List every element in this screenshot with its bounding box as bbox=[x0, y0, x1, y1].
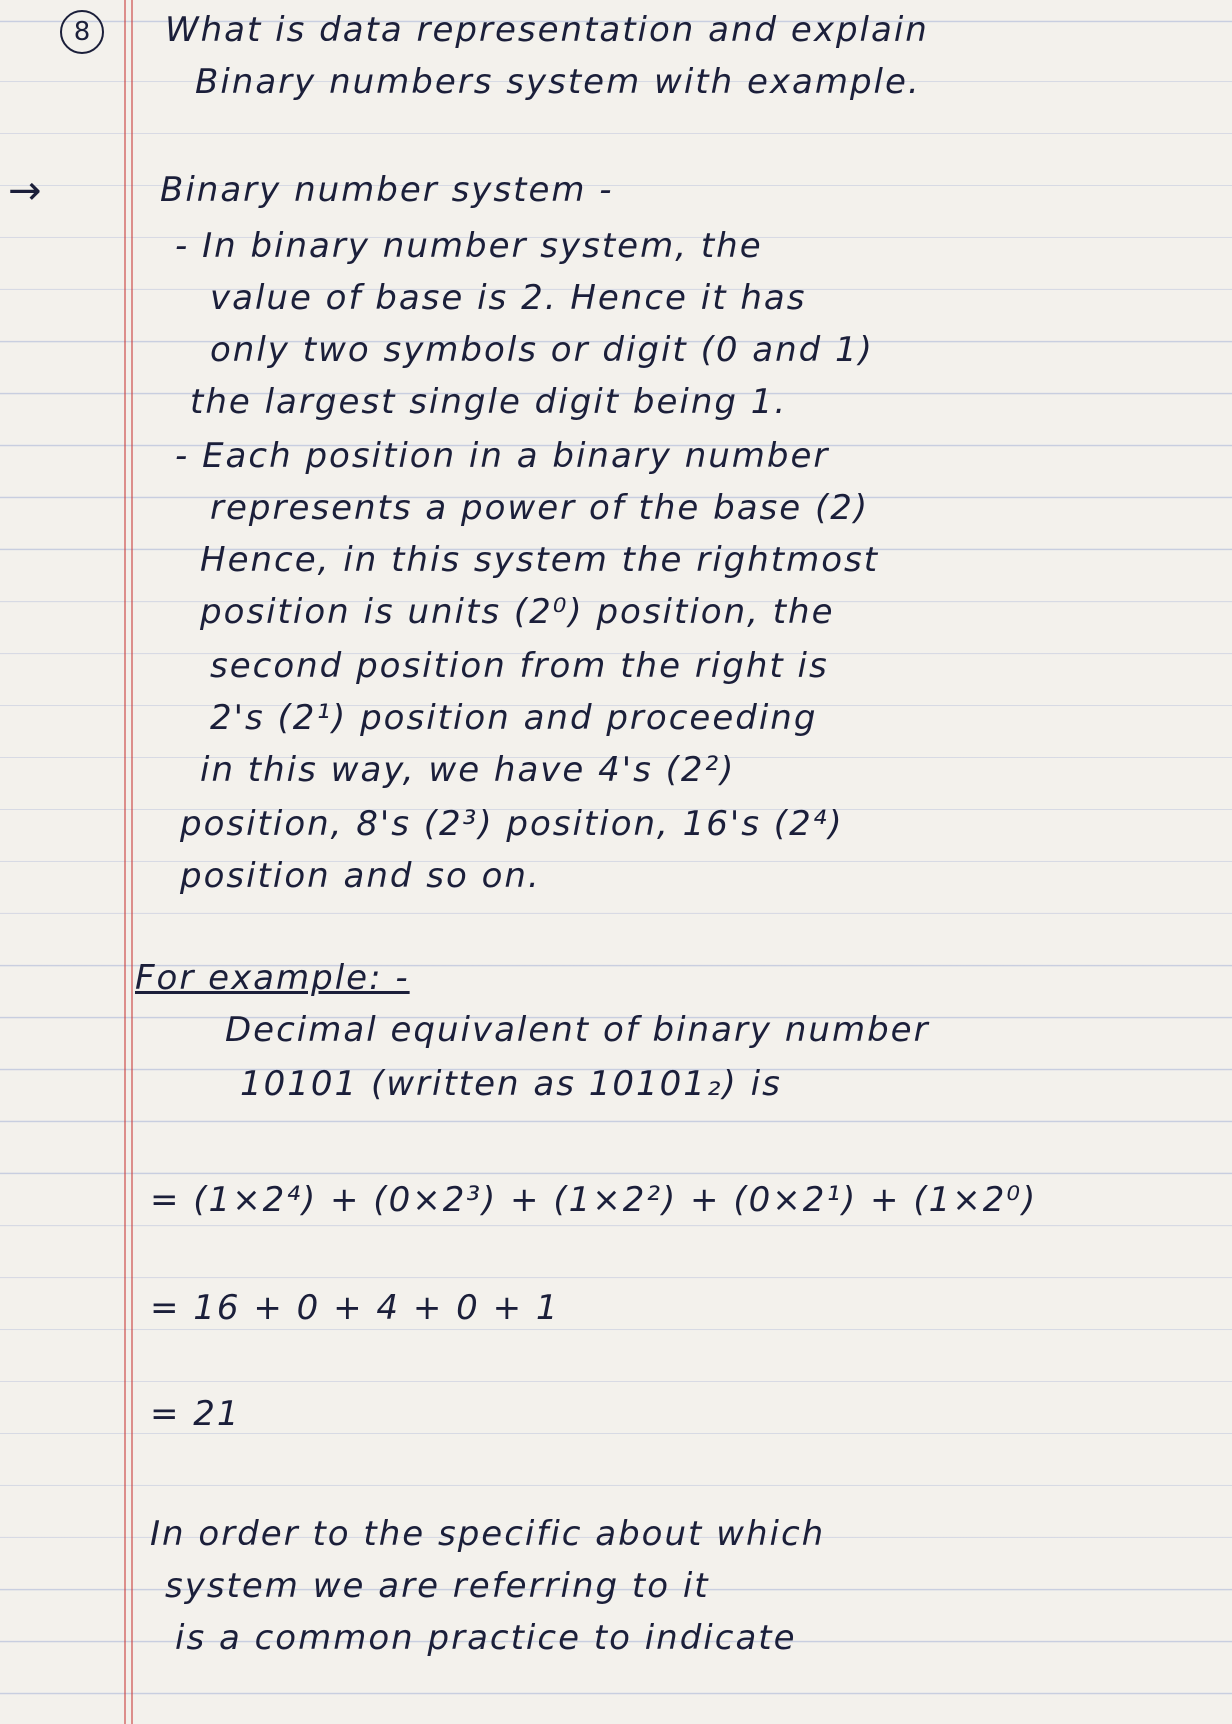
example-step: = 16 + 0 + 4 + 0 + 1 bbox=[150, 1288, 560, 1328]
question-line-1: What is data representation and explain bbox=[165, 10, 929, 50]
example-step: = (1×2⁴) + (0×2³) + (1×2²) + (0×2¹) + (1×2⁰) bbox=[150, 1180, 1038, 1220]
body-line: Hence, in this system the rightmost bbox=[200, 540, 880, 580]
closing-line: is a common practice to indicate bbox=[175, 1618, 797, 1658]
body-line: represents a power of the base (2) bbox=[210, 488, 870, 528]
body-line: in this way, we have 4's (2²) bbox=[200, 750, 736, 790]
body-line: 2's (2¹) position and proceeding bbox=[210, 698, 818, 738]
example-label: For example: - bbox=[135, 958, 410, 998]
question-line-2: Binary numbers system with example. bbox=[195, 62, 921, 102]
closing-line: In order to the specific about which bbox=[150, 1514, 826, 1554]
body-line: only two symbols or digit (0 and 1) bbox=[210, 330, 874, 370]
arrow-icon: → bbox=[8, 168, 42, 214]
margin-line bbox=[124, 0, 126, 1724]
body-line: value of base is 2. Hence it has bbox=[210, 278, 807, 318]
example-line: Decimal equivalent of binary number bbox=[225, 1010, 930, 1050]
example-result: = 21 bbox=[150, 1394, 241, 1434]
body-line: the largest single digit being 1. bbox=[190, 382, 788, 422]
body-line: - Each position in a binary number bbox=[175, 436, 830, 476]
example-line: 10101 (written as 10101₂) is bbox=[240, 1064, 782, 1104]
body-line: second position from the right is bbox=[210, 646, 829, 686]
body-line: position is units (2⁰) position, the bbox=[200, 592, 835, 632]
closing-line: system we are referring to it bbox=[165, 1566, 710, 1606]
body-line: - In binary number system, the bbox=[175, 226, 763, 266]
answer-heading: Binary number system - bbox=[160, 170, 614, 210]
margin-line bbox=[131, 0, 133, 1724]
question-number: 8 bbox=[60, 10, 104, 54]
body-line: position and so on. bbox=[180, 856, 541, 896]
body-line: position, 8's (2³) position, 16's (2⁴) bbox=[180, 804, 844, 844]
